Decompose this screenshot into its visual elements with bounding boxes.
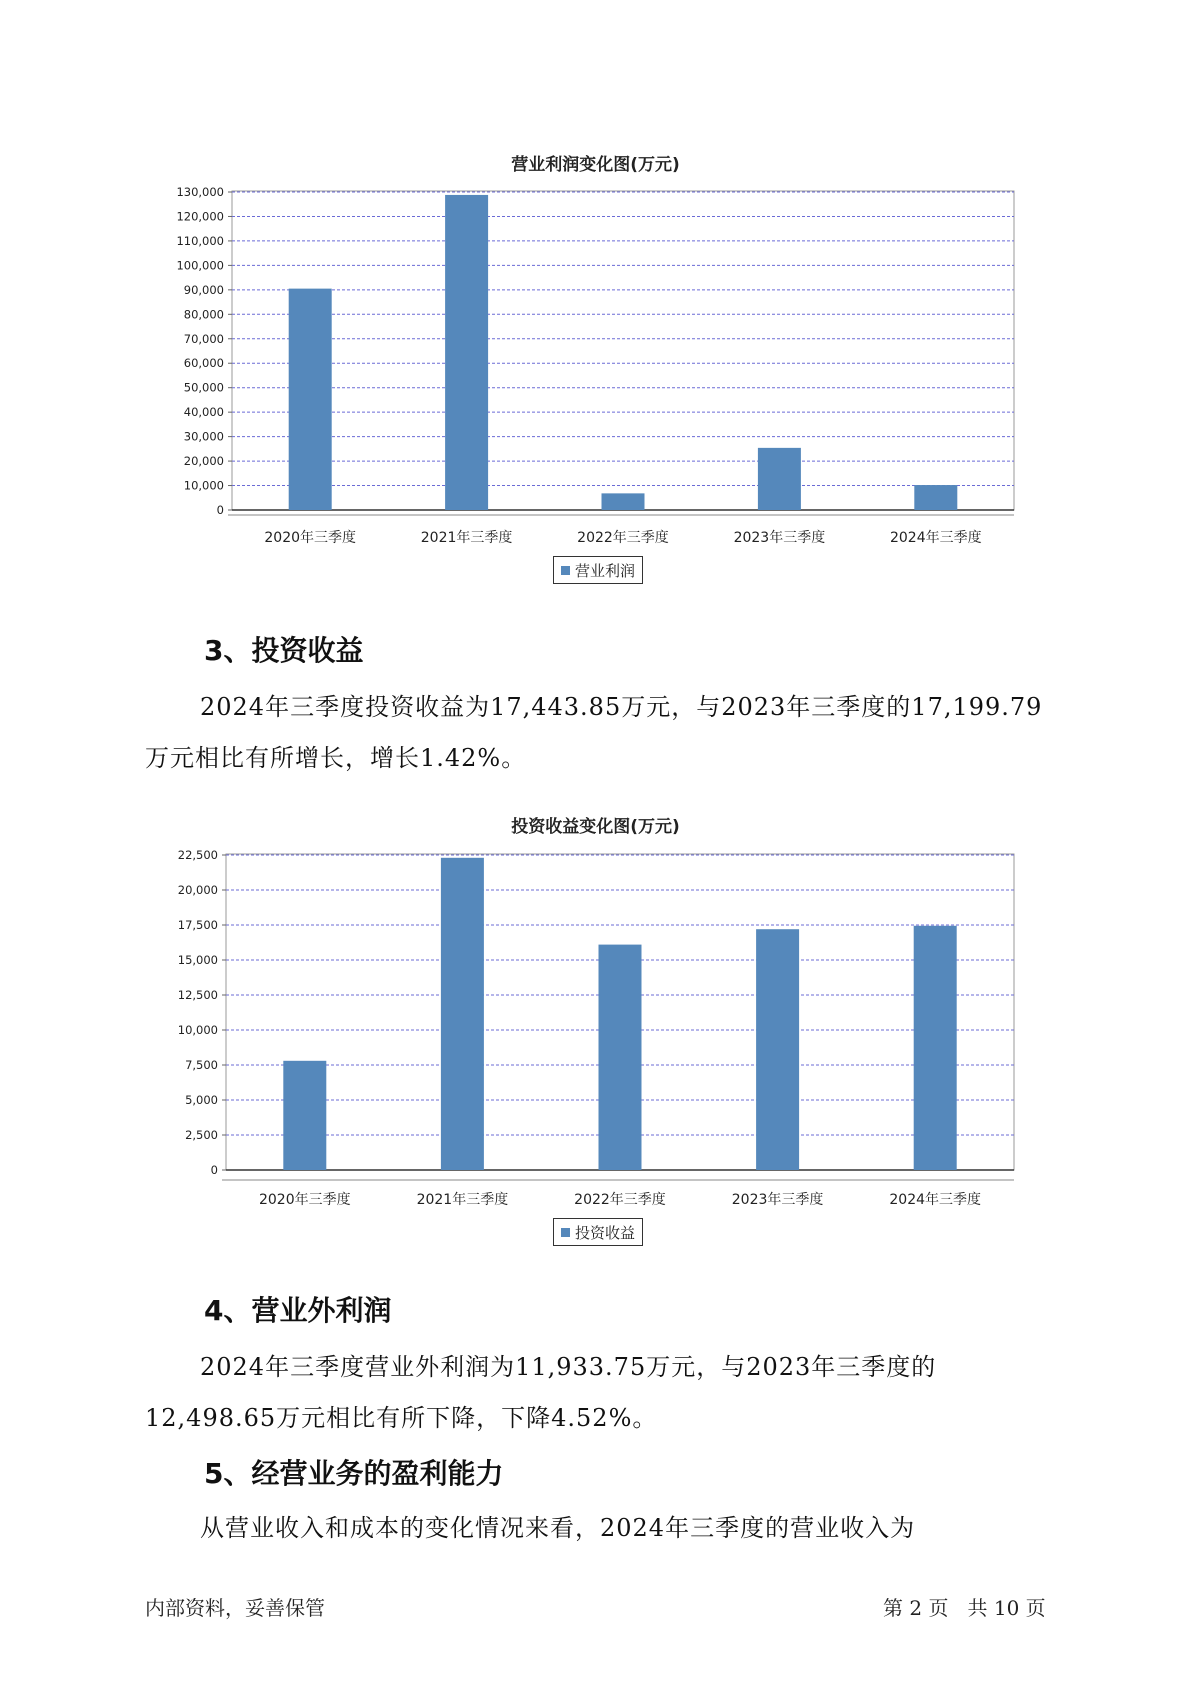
section-heading-profitability: 5、经营业务的盈利能力 [204,1457,504,1490]
y-tick-label: 20,000 [183,454,224,469]
y-tick-label: 40,000 [183,405,224,420]
y-tick-label: 7,500 [185,1058,218,1072]
legend-label: 投资收益 [575,1223,636,1242]
y-tick-label: 50,000 [183,380,224,395]
y-tick-label: 100,000 [176,258,224,273]
x-tick-label: 2021年三季度 [420,530,513,546]
y-tick-label: 130,000 [176,185,224,199]
y-tick-label: 5,000 [185,1093,218,1107]
legend-label: 营业利润 [575,561,636,580]
x-tick-label: 2024年三季度 [889,1192,982,1208]
paragraph-line: 从营业收入和成本的变化情况来看，2024年三季度的营业收入为 [200,1514,916,1542]
y-tick-label: 22,500 [177,848,218,862]
y-tick-label: 12,500 [177,988,218,1002]
bar [914,926,957,1170]
investment-income-chart-title: 投资收益变化图(万元) [511,817,680,837]
investment-income-legend [553,1218,643,1246]
x-tick-label: 2023年三季度 [733,530,826,546]
bar [441,858,484,1170]
x-tick-label: 2023年三季度 [731,1192,824,1208]
y-tick-label: 90,000 [183,282,224,297]
footer-left: 内部资料，妥善保管 [145,1596,325,1620]
y-tick-label: 0 [216,503,224,517]
y-tick-label: 120,000 [176,209,224,224]
y-tick-label: 30,000 [183,429,224,444]
bar [756,929,799,1170]
y-tick-label: 17,500 [177,918,218,932]
y-tick-label: 20,000 [177,883,218,897]
y-tick-label: 60,000 [183,356,224,371]
y-tick-label: 2,500 [185,1128,218,1142]
y-tick-label: 15,000 [177,953,218,967]
x-tick-label: 2022年三季度 [577,530,669,546]
paragraph-line: 12,498.65万元相比有所下降，下降4.52%。 [145,1404,658,1432]
paragraph-line: 2024年三季度营业外利润为11,933.75万元，与2023年三季度的 [200,1353,937,1381]
bar [283,1061,326,1170]
y-tick-label: 10,000 [183,478,224,493]
paragraph-line: 2024年三季度投资收益为17,443.85万元，与2023年三季度的17,199.79 [200,693,1043,721]
legend-swatch [561,1228,570,1237]
y-tick-label: 10,000 [177,1023,218,1037]
x-tick-label: 2022年三季度 [574,1192,666,1208]
x-tick-label: 2020年三季度 [264,530,357,546]
x-tick-label: 2024年三季度 [889,530,982,546]
footer-page-number: 第 2 页 共 10 页 [883,1596,1046,1620]
bar [599,945,642,1170]
section-heading-investment: 3、投资收益 [204,634,364,667]
paragraph-line: 万元相比有所增长，增长1.42%。 [145,744,527,772]
profitability-paragraph [145,1503,1075,1554]
non-operating-paragraph [145,1342,1075,1444]
x-tick-label: 2021年三季度 [416,1192,509,1208]
y-tick-label: 80,000 [183,307,224,322]
y-tick-label: 110,000 [176,233,224,248]
section-heading-non-operating: 4、营业外利润 [204,1294,392,1327]
y-tick-label: 0 [210,1163,218,1177]
operating-profit-chart-title: 营业利润变化图(万元) [511,155,680,175]
x-tick-label: 2020年三季度 [258,1192,351,1208]
y-tick-label: 70,000 [183,331,224,346]
